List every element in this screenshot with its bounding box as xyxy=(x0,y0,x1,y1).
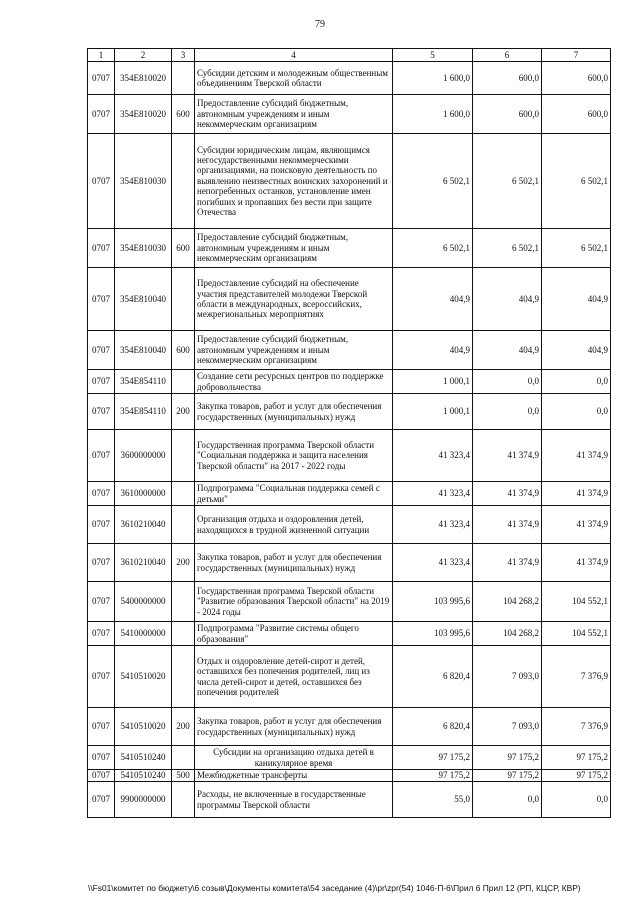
section-cell: 0707 xyxy=(88,708,115,746)
code-cell: 354E810020 xyxy=(115,95,172,134)
table-body xyxy=(88,62,611,818)
amount-cell: 6 502,1 xyxy=(542,229,611,268)
amount-cell: 55,0 xyxy=(393,782,473,818)
code-cell: 5410000000 xyxy=(115,622,172,646)
header-cell: 3 xyxy=(172,49,195,62)
code-cell: 354E810020 xyxy=(115,62,172,95)
name-cell: Отдых и оздоровление детей-сирот и детей, оставшихся без попечения родителей, лиц из числа детей-сирот и детей, оставшихся без попечения родителей xyxy=(195,646,393,708)
table-row xyxy=(88,430,611,482)
section-cell: 0707 xyxy=(88,331,115,370)
table-row xyxy=(88,622,611,646)
header-cell: 7 xyxy=(542,49,611,62)
expense-type-cell xyxy=(172,62,195,95)
header-cell: 6 xyxy=(473,49,542,62)
file-path-footer: \\Fs01\комитет по бюджету\6 созыв\Документы комитета\54 заседание (4)\pr\zpr(54) 1046-П-6\Прил 6 Прил 12 (РП, КЦСР, КВР) xyxy=(88,883,581,893)
amount-cell: 0,0 xyxy=(473,370,542,394)
code-cell: 354E810030 xyxy=(115,134,172,229)
section-cell: 0707 xyxy=(88,506,115,544)
amount-cell: 0,0 xyxy=(542,370,611,394)
amount-cell: 0,0 xyxy=(473,782,542,818)
amount-cell: 41 374,9 xyxy=(542,544,611,582)
expense-type-cell: 600 xyxy=(172,95,195,134)
amount-cell: 600,0 xyxy=(542,95,611,134)
amount-cell: 97 175,2 xyxy=(542,746,611,770)
code-cell: 5410510020 xyxy=(115,646,172,708)
section-cell: 0707 xyxy=(88,268,115,331)
section-cell: 0707 xyxy=(88,95,115,134)
amount-cell: 97 175,2 xyxy=(473,746,542,770)
table-row xyxy=(88,331,611,370)
name-cell: Подпрограмма "Развитие системы общего образования" xyxy=(195,622,393,646)
name-cell: Субсидии юридическим лицам, являющимся негосударственными некоммерческими организациями, на поисковую деятельность по выявлению неизвестных воинских захоронений и непогребенных останков, установление имен погибших и пропавших без вести при защите Отечества xyxy=(195,134,393,229)
name-cell: Подпрограмма "Социальная поддержка семей с детьми" xyxy=(195,482,393,506)
amount-cell: 600,0 xyxy=(542,62,611,95)
section-cell: 0707 xyxy=(88,582,115,622)
expense-type-cell: 200 xyxy=(172,394,195,430)
amount-cell: 1 000,1 xyxy=(393,394,473,430)
amount-cell: 0,0 xyxy=(542,782,611,818)
amount-cell: 7 093,0 xyxy=(473,646,542,708)
header-cell: 4 xyxy=(195,49,393,62)
amount-cell: 1 600,0 xyxy=(393,95,473,134)
table-row xyxy=(88,646,611,708)
amount-cell: 600,0 xyxy=(473,62,542,95)
code-cell: 354E854110 xyxy=(115,370,172,394)
code-cell: 354E810040 xyxy=(115,331,172,370)
name-cell: Закупка товаров, работ и услуг для обеспечения государственных (муниципальных) нужд xyxy=(195,394,393,430)
code-cell: 3610000000 xyxy=(115,482,172,506)
table-row xyxy=(88,268,611,331)
amount-cell: 97 175,2 xyxy=(393,746,473,770)
amount-cell: 404,9 xyxy=(542,331,611,370)
code-cell: 3610210040 xyxy=(115,544,172,582)
name-cell: Расходы, не включенные в государственные программы Тверской области xyxy=(195,782,393,818)
expense-type-cell xyxy=(172,582,195,622)
amount-cell: 104 552,1 xyxy=(542,582,611,622)
section-cell: 0707 xyxy=(88,134,115,229)
amount-cell: 404,9 xyxy=(473,268,542,331)
amount-cell: 6 820,4 xyxy=(393,708,473,746)
amount-cell: 0,0 xyxy=(542,394,611,430)
name-cell: Закупка товаров, работ и услуг для обеспечения государственных (муниципальных) нужд xyxy=(195,544,393,582)
amount-cell: 97 175,2 xyxy=(393,770,473,782)
code-cell: 354E854110 xyxy=(115,394,172,430)
amount-cell: 6 502,1 xyxy=(473,134,542,229)
section-cell: 0707 xyxy=(88,229,115,268)
code-cell: 5400000000 xyxy=(115,582,172,622)
table-row xyxy=(88,229,611,268)
amount-cell: 97 175,2 xyxy=(473,770,542,782)
name-cell: Предоставление субсидий на обеспечение участия представителей молодежи Тверской области в международных, всероссийских, межрегиональных мероприятиях xyxy=(195,268,393,331)
section-cell: 0707 xyxy=(88,746,115,770)
expense-type-cell: 200 xyxy=(172,544,195,582)
section-cell: 0707 xyxy=(88,782,115,818)
amount-cell: 404,9 xyxy=(393,331,473,370)
name-cell: Предоставление субсидий бюджетным, автономным учреждениям и иным некоммерческим организациям xyxy=(195,331,393,370)
amount-cell: 104 268,2 xyxy=(473,582,542,622)
expense-type-cell: 600 xyxy=(172,229,195,268)
table-row xyxy=(88,782,611,818)
amount-cell: 600,0 xyxy=(473,95,542,134)
expense-type-cell xyxy=(172,506,195,544)
code-cell: 5410510240 xyxy=(115,746,172,770)
code-cell: 5410510020 xyxy=(115,708,172,746)
table-row xyxy=(88,708,611,746)
amount-cell: 41 374,9 xyxy=(542,506,611,544)
expense-type-cell xyxy=(172,370,195,394)
table-row xyxy=(88,95,611,134)
amount-cell: 7 376,9 xyxy=(542,708,611,746)
expense-type-cell xyxy=(172,746,195,770)
expense-type-cell xyxy=(172,622,195,646)
amount-cell: 6 502,1 xyxy=(393,134,473,229)
amount-cell: 103 995,6 xyxy=(393,622,473,646)
amount-cell: 41 374,9 xyxy=(473,544,542,582)
amount-cell: 6 502,1 xyxy=(393,229,473,268)
expense-type-cell xyxy=(172,134,195,229)
code-cell: 354E810030 xyxy=(115,229,172,268)
table-row xyxy=(88,770,611,782)
table-row xyxy=(88,544,611,582)
section-cell: 0707 xyxy=(88,62,115,95)
header-cell: 1 xyxy=(88,49,115,62)
amount-cell: 103 995,6 xyxy=(393,582,473,622)
name-cell: Субсидии детским и молодежным общественным объединениям Тверской области xyxy=(195,62,393,95)
code-cell: 9900000000 xyxy=(115,782,172,818)
table-row xyxy=(88,482,611,506)
amount-cell: 97 175,2 xyxy=(542,770,611,782)
table-row xyxy=(88,506,611,544)
section-cell: 0707 xyxy=(88,394,115,430)
name-cell: Предоставление субсидий бюджетным, автономным учреждениям и иным некоммерческим организациям xyxy=(195,95,393,134)
amount-cell: 0,0 xyxy=(473,394,542,430)
amount-cell: 104 268,2 xyxy=(473,622,542,646)
name-cell: Закупка товаров, работ и услуг для обеспечения государственных (муниципальных) нужд xyxy=(195,708,393,746)
amount-cell: 41 323,4 xyxy=(393,506,473,544)
amount-cell: 104 552,1 xyxy=(542,622,611,646)
section-cell: 0707 xyxy=(88,370,115,394)
amount-cell: 41 374,9 xyxy=(542,430,611,482)
table-row xyxy=(88,394,611,430)
header-cell: 2 xyxy=(115,49,172,62)
section-cell: 0707 xyxy=(88,430,115,482)
section-cell: 0707 xyxy=(88,622,115,646)
section-cell: 0707 xyxy=(88,770,115,782)
table-row xyxy=(88,134,611,229)
amount-cell: 41 374,9 xyxy=(542,482,611,506)
amount-cell: 41 374,9 xyxy=(473,482,542,506)
amount-cell: 6 502,1 xyxy=(473,229,542,268)
amount-cell: 41 323,4 xyxy=(393,482,473,506)
code-cell: 5410510240 xyxy=(115,770,172,782)
amount-cell: 7 093,0 xyxy=(473,708,542,746)
expense-type-cell xyxy=(172,268,195,331)
name-cell: Предоставление субсидий бюджетным, автономным учреждениям и иным некоммерческим организациям xyxy=(195,229,393,268)
name-cell: Государственная программа Тверской области "Развитие образования Тверской области" на 2019 - 2024 годы xyxy=(195,582,393,622)
amount-cell: 6 820,4 xyxy=(393,646,473,708)
code-cell: 3610210040 xyxy=(115,506,172,544)
expense-type-cell: 500 xyxy=(172,770,195,782)
header-cell: 5 xyxy=(393,49,473,62)
amount-cell: 41 374,9 xyxy=(473,430,542,482)
expense-type-cell xyxy=(172,430,195,482)
table-row xyxy=(88,582,611,622)
amount-cell: 7 376,9 xyxy=(542,646,611,708)
name-cell: Создание сети ресурсных центров по поддержке добровольчества xyxy=(195,370,393,394)
name-cell: Государственная программа Тверской области "Социальная поддержка и защита населения Тверской области" на 2017 - 2022 годы xyxy=(195,430,393,482)
expense-type-cell xyxy=(172,646,195,708)
table-row xyxy=(88,370,611,394)
amount-cell: 1 000,1 xyxy=(393,370,473,394)
code-cell: 3600000000 xyxy=(115,430,172,482)
amount-cell: 404,9 xyxy=(393,268,473,331)
amount-cell: 41 323,4 xyxy=(393,544,473,582)
page-number: 79 xyxy=(315,19,325,30)
amount-cell: 1 600,0 xyxy=(393,62,473,95)
name-cell: Межбюджетные трансферты xyxy=(195,770,393,782)
code-cell: 354E810040 xyxy=(115,268,172,331)
amount-cell: 6 502,1 xyxy=(542,134,611,229)
header-row xyxy=(88,49,611,62)
expense-type-cell: 200 xyxy=(172,708,195,746)
expense-type-cell xyxy=(172,482,195,506)
section-cell: 0707 xyxy=(88,482,115,506)
amount-cell: 404,9 xyxy=(542,268,611,331)
expense-type-cell xyxy=(172,782,195,818)
table-row xyxy=(88,62,611,95)
amount-cell: 41 323,4 xyxy=(393,430,473,482)
expense-type-cell: 600 xyxy=(172,331,195,370)
section-cell: 0707 xyxy=(88,646,115,708)
amount-cell: 404,9 xyxy=(473,331,542,370)
section-cell: 0707 xyxy=(88,544,115,582)
budget-table xyxy=(87,48,611,818)
name-cell: Организация отдыха и оздоровления детей, находящихся в трудной жизненной ситуации xyxy=(195,506,393,544)
name-cell: Субсидии на организацию отдыха детей в каникулярное время xyxy=(195,746,393,770)
amount-cell: 41 374,9 xyxy=(473,506,542,544)
table-row xyxy=(88,746,611,770)
